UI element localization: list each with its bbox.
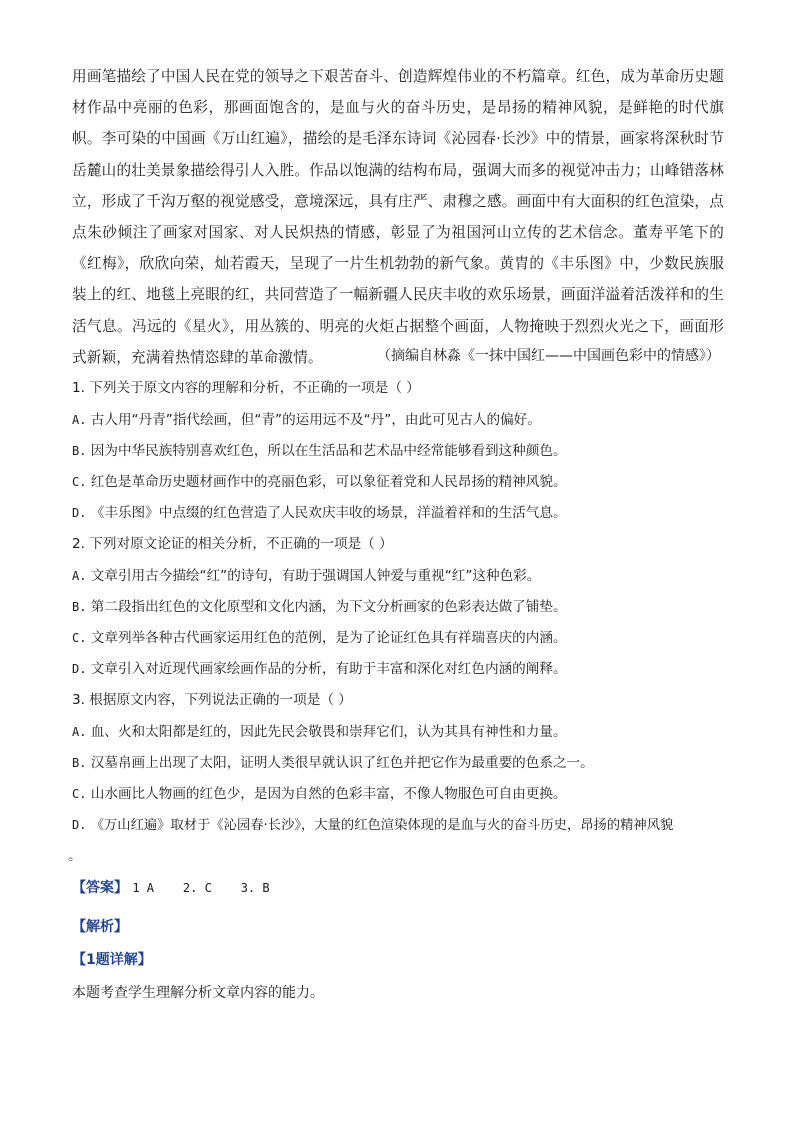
question-1-stem: 1. 下列关于原文内容的理解和分析，不正确的一项是（ ）: [72, 380, 420, 396]
question-2-option-a: [72, 566, 540, 586]
option-text: 汉墓帛画上出现了太阳，证明人类很早就认识了红色并把它作为最重要的色系之一。: [90, 755, 594, 771]
analysis-subheading: [72, 950, 152, 970]
answer-tag: 【答案】: [72, 880, 128, 896]
option-text: 山水画比人物画的红色少，是因为自然的色彩丰富，不像人物服色可自由更换。: [90, 786, 567, 802]
option-text: 文章引用古今描绘“红”的诗句，有助于强调国人钟爱与重视“红”这种色彩。: [90, 568, 541, 584]
option-label: C.: [72, 475, 87, 489]
passage-paragraph: 用画笔描绘了中国人民在党的领导之下艰苦奋斗、创造辉煌伟业的不朽篇章。红色，成为革命历史题材作品中亮丽的色彩，那画面饱含的，是血与火的奋斗历史，是昂扬的精神风貌，是鲜艳的时代旗帜。李可染的中国画《万山红遍》，描绘的是毛泽东诗词《沁园春·长沙》中的情景，画家将深秋时节岳麓山的壮美景象描绘得引人入胜。作品以饱满的结构布局，强调大而多的视觉冲击力；山峰错落林立，形成了千沟万壑的视觉感受，意境深远，具有庄严、肃穆之感。画面中有大面积的红色渲染，点点朱砂倾注了画家对国家、对人民炽热的情感，彰显了为祖国河山立传的艺术信念。董寿平笔下的《红梅》，欣欣向荣，灿若霞天，呈现了一片生机勃勃的新气象。黄胄的《丰乐图》中，少数民族服装上的红、地毯上亮眼的红，共同营造了一幅新疆人民庆丰收的欢乐场景，画面洋溢着活泼祥和的生活气息。冯远的《星火》，用丛簇的、明亮的火炬占据整个画面，人物掩映于烈烈火光之下，画面形式新颖，充满着热情恣肆的革命激情。: [72, 68, 724, 366]
option-text: 血、火和太阳都是红的，因此先民会敬畏和崇拜它们，认为其具有神性和力量。: [90, 724, 567, 740]
analysis-tag: 【解析】: [72, 919, 128, 935]
question-3-option-c: [72, 784, 567, 804]
question-2-stem: 2. 下列对原文论证的相关分析，不正确的一项是（ ）: [72, 536, 393, 552]
option-label: D.: [72, 662, 87, 676]
option-text: 《万山红遍》取材于《沁园春·长沙》，大量的红色渲染体现的是血与火的奋斗历史，昂扬的精神风貌: [90, 818, 674, 833]
option-d-continuation: 。: [68, 848, 82, 864]
answer-line: [72, 878, 270, 898]
question-3-option-b: [72, 753, 594, 773]
option-text: 古人用“丹青”指代绘画，但“青”的运用远不及“丹”，由此可见古人的偏好。: [90, 412, 541, 428]
option-text: 文章列举各种古代画家运用红色的范例，是为了论证红色具有祥瑞喜庆的内涵。: [90, 630, 567, 646]
question-3-option-d: [72, 815, 673, 836]
option-text: 文章引入对近现代画家绘画作品的分析，有助于丰富和深化对红色内涵的阐释。: [90, 661, 567, 677]
option-label: B.: [72, 444, 87, 458]
question-2-option-c: [72, 628, 567, 648]
option-label: A.: [72, 413, 87, 427]
option-text: 《丰乐图》中点缀的红色营造了人民欢庆丰收的场景，洋溢着祥和的生活气息。: [90, 505, 567, 521]
option-label: A.: [72, 569, 87, 583]
passage-source: （摘编自林淼《一抹中国红——中国画色彩中的情感》）: [377, 348, 720, 364]
option-text: 红色是革命历史题材画作中的亮丽色彩，可以象征着党和人民昂扬的精神风貌。: [90, 474, 567, 490]
analysis-heading: [72, 917, 128, 937]
question-2-option-b: [72, 597, 567, 617]
answer-values: 1 A 2. C 3. B: [132, 881, 270, 895]
question-1-option-a: [72, 410, 541, 430]
option-text: 第二段指出红色的文化原型和文化内涵，为下文分析画家的色彩表达做了铺垫。: [90, 599, 567, 615]
analysis-text: 本题考查学生理解分析文章内容的能力。: [72, 985, 324, 1001]
option-text: 因为中华民族特别喜欢红色，所以在生活品和艺术品中经常能够看到这种颜色。: [90, 443, 567, 459]
option-label: B.: [72, 600, 87, 614]
question-2-option-d: [72, 659, 567, 679]
question-1-option-c: [72, 472, 567, 492]
option-label: C.: [72, 787, 87, 801]
option-label: D.: [72, 506, 87, 520]
question-1-option-d: [72, 503, 567, 523]
option-label: B.: [72, 756, 87, 770]
option-label: A.: [72, 725, 87, 739]
option-label: D.: [72, 818, 87, 832]
question-3-option-a: [72, 722, 567, 742]
option-label: C.: [72, 631, 87, 645]
analysis-sub-tag: 【1题详解】: [72, 952, 152, 968]
question-1-option-b: [72, 441, 567, 461]
question-3-stem: 3. 根据原文内容，下列说法正确的一项是（ ）: [72, 692, 352, 708]
